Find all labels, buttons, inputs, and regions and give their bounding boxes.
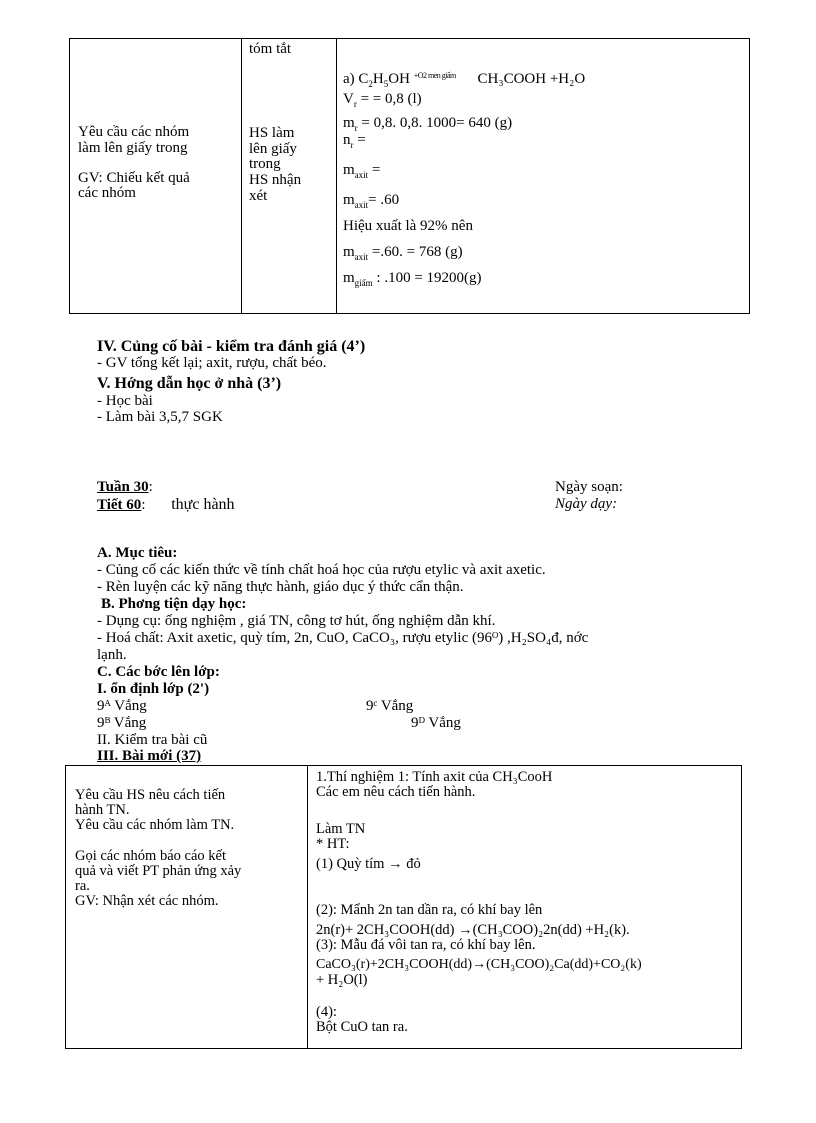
mol-ruou-line: $n_r$ = [343, 132, 366, 150]
cell-line: các nhóm [78, 185, 136, 202]
section-b-title: B. Phơng tiện dạy học: [101, 596, 247, 612]
cell-line: Yêu cầu các nhóm làm TN. [75, 817, 235, 834]
mass-ruou-line: $m_r = 0,8$. 0,8. 1000= 640 (g) [343, 115, 513, 133]
cell-line: xét [249, 187, 268, 204]
section-b-line: - Hoá chất: Axit axetic, quỳ tím, 2n, CuO, CaCO₃, rượu etylic (96ᴼ) ,H₂SO₄đ, nớc [97, 630, 589, 646]
experiment-title: 1.Thí nghiệm 1: Tính axit của CH₃CooH [316, 769, 553, 785]
class-absence: 9ᴬ Vắng [97, 698, 147, 714]
teacher-activity-cell [75, 788, 300, 910]
week-label: Tuần 30: [97, 479, 153, 495]
section-v-line: - Làm bài 3,5,7 SGK [97, 409, 223, 425]
section-b-line: lạnh. [97, 647, 127, 663]
volume-line: $V_r$ = = 0,8 (l) [343, 91, 422, 109]
section-c-title: C. Các bớc lên lớp: [97, 664, 220, 680]
section-c-sub3: III. Bài mới (37) [97, 748, 202, 764]
column-divider [241, 39, 242, 313]
cell-line: lên giấy [249, 140, 297, 157]
class-absence: 9ᶜ Vắng [366, 698, 414, 714]
cell-line: Yêu cầu các nhóm [78, 124, 190, 140]
cell-line: ra. [75, 878, 90, 895]
section-a-line: - Rèn luyện các kỹ năng thực hành, giáo dục ý thức cẩn thận. [97, 579, 464, 595]
content-line: Các em nêu cách tiến hành. [316, 784, 476, 800]
cell-line: tóm tắt [249, 41, 292, 57]
cell-line: GV: Chiếu kết quả [78, 169, 190, 186]
section-c-sub2: II. Kiểm tra bài cũ [97, 732, 208, 748]
cell-line: hành TN. [75, 802, 130, 819]
section-v-title: V. Hớng dẫn học ở nhà (3’) [97, 375, 282, 392]
content-line: Làm TN [316, 821, 366, 837]
date-prepared: Ngày soạn: [555, 479, 623, 495]
reaction-condition: +O2 men giấm [413, 71, 456, 80]
section-c-sub1: I. ổn định lớp (2') [97, 681, 210, 697]
class-absence: 9ᴰ Vắng [411, 715, 461, 731]
section-iv-title: IV. Củng cố bài - kiểm tra đánh giá (4’) [97, 338, 366, 355]
mass-axit-line: $m_{axit}= .60$ [343, 192, 400, 210]
cell-line: HS nhận [249, 172, 302, 188]
equation-limestone: CaCO₃(r)+2CH₃COOH(dd)→(CH₃COO)₂Ca(dd)+CO₂(k) [316, 957, 642, 972]
cell-line: Gọi các nhóm báo cáo kết [75, 847, 226, 864]
cell-line: quả và viết PT phản ứng xảy [75, 862, 242, 879]
result-zinc: (2): Mẩnh 2n tan dần ra, có khí bay lên [316, 902, 543, 918]
cell-line: HS làm [249, 124, 295, 141]
section-a-line: - Củng cố các kiến thức về tính chất hoá học của rượu etylic và axit axetic. [97, 562, 546, 578]
solution-table [69, 38, 750, 314]
equation-zinc: 2n(r)+ 2CH₃COOH(dd) →(CH₃COO)₂2n(dd) +H₂(k). [316, 922, 630, 938]
result-cuo-label: (4): [316, 1004, 337, 1020]
class-absence: 9ᴮ Vắng [97, 715, 147, 731]
equation-a: a) $C_2H_5OH$ $^{+O2 men giấm}$ CH₃COOH +H₂O [343, 71, 586, 89]
section-a-title: A. Mục tiêu: [97, 545, 178, 561]
cell-line: GV: Nhận xét các nhóm. [75, 893, 219, 910]
cell-line: làm lên giấy trong [78, 139, 188, 156]
cell-line: Yêu cầu HS nêu cách tiến [75, 787, 226, 803]
mass-axit-line: $m_{axit}$ = [343, 162, 381, 180]
content-line: * HT: [316, 836, 350, 852]
lesson-label: Tiết 60: thực hành [97, 496, 235, 513]
equation-limestone-cont: + H₂O(l) [316, 972, 368, 988]
section-b-line: - Dụng cụ: ống nghiệm , giá TN, công tơ hút, ống nghiệm dẫn khí. [97, 613, 496, 629]
lesson-topic: thực hành [171, 496, 235, 513]
cell-line: trong [249, 156, 281, 173]
content-cell [343, 72, 743, 291]
lesson-table [65, 765, 742, 1049]
section-v-line: - Học bài [97, 393, 153, 409]
yield-line: Hiệu xuất là 92% nên [343, 218, 473, 234]
result-limestone: (3): Mẫu đá vôi tan ra, có khí bay lên. [316, 937, 536, 953]
student-activity-cell [249, 42, 339, 205]
teacher-activity-cell [78, 125, 238, 202]
column-divider [307, 766, 308, 1048]
mass-giam-line: $m_{giấm}$ : .100 = 19200(g) [343, 270, 482, 288]
section-iv-line: - GV tổng kết lại; axit, rượu, chất béo. [97, 355, 327, 371]
result-litmus: (1) Quỳ tím → đỏ [316, 856, 421, 872]
mass-axit-line: $m_{axit} =.60$. = 768 (g) [343, 244, 463, 262]
content-cell [316, 770, 736, 1035]
result-cuo: Bột CuO tan ra. [316, 1019, 408, 1035]
date-taught: Ngày dạy: [555, 496, 618, 512]
